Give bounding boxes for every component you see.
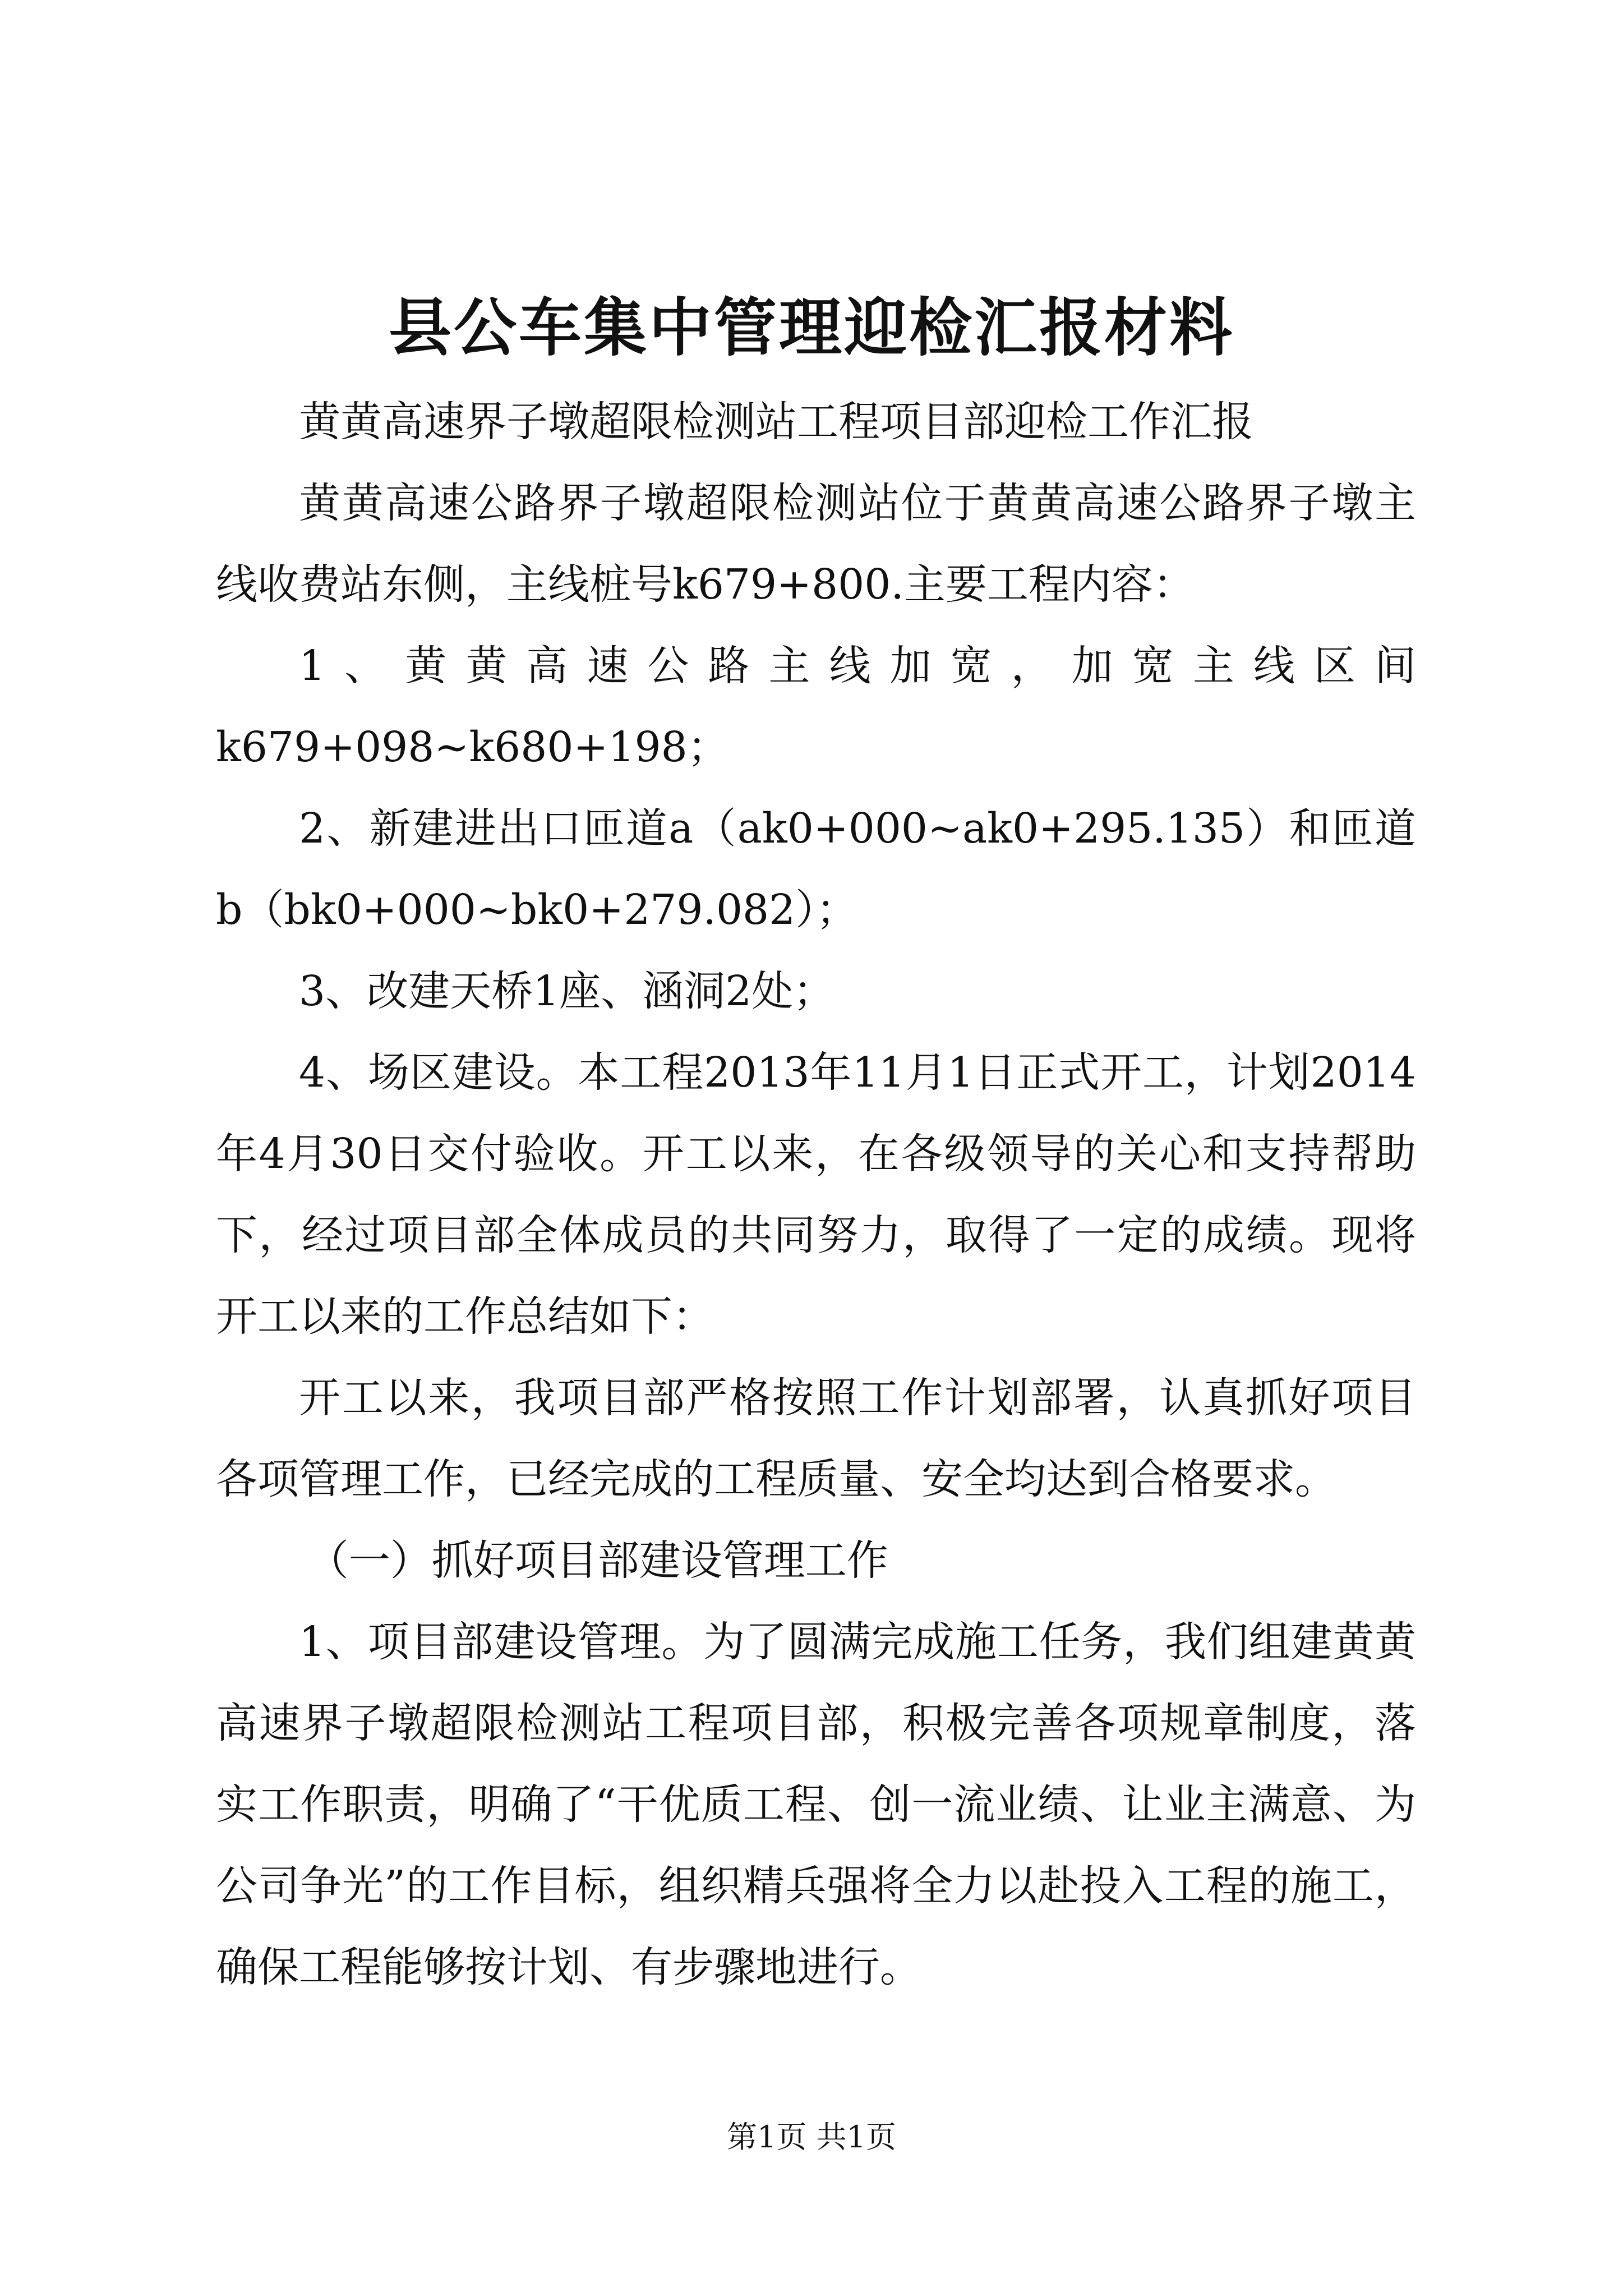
- paragraph-item-1: 1、黄黄高速公路主线加宽，加宽主线区间: [299, 642, 1416, 690]
- document-title: 县公车集中管理迎检汇报材料: [389, 291, 1234, 365]
- paragraph-report-heading: 黄黄高速界子墩超限检测站工程项目部迎检工作汇报: [299, 398, 1253, 446]
- document-body: [216, 381, 1416, 2008]
- paragraph-item-2: 2、新建进出口匝道a（ak0+000~ak0+295.135）和匝道b（bk0+000~bk0+279.082）；: [216, 804, 1416, 934]
- paragraph-item-4: 4、场区建设。本工程2013年11月1日正式开工，计划2014年4月30日交付验收。开工以来，在各级领导的关心和支持帮助下，经过项目部全体成员的共同努力，取得了一定的成绩。现将开工以来的工作总结如下：: [216, 1048, 1416, 1341]
- paragraph-item-3: 3、改建天桥1座、涵洞2处；: [299, 967, 835, 1015]
- paragraph-item-1-range: k679+098~k680+198；: [216, 723, 729, 771]
- paragraph-location: 黄黄高速公路界子墩超限检测站位于黄黄高速公路界子墩主线收费站东侧，主线桩号k679+800.主要工程内容：: [216, 479, 1416, 609]
- section-heading-1: （一）抓好项目部建设管理工作: [307, 1536, 888, 1585]
- paragraph-project-management: 1、项目部建设管理。为了圆满完成施工任务，我们组建黄黄高速界子墩超限检测站工程项目部，积极完善各项规章制度，落实工作职责，明确了“干优质工程、创一流业绩、让业主满意、为公司争光”的工作目标，组织精兵强将全力以赴投入工程的施工，确保工程能够按计划、有步骤地进行。: [216, 1618, 1416, 1991]
- page-footer: 第1页 共1页: [727, 2119, 896, 2155]
- paragraph-summary: 开工以来，我项目部严格按照工作计划部署，认真抓好项目各项管理工作，已经完成的工程质量、安全均达到合格要求。: [216, 1374, 1416, 1503]
